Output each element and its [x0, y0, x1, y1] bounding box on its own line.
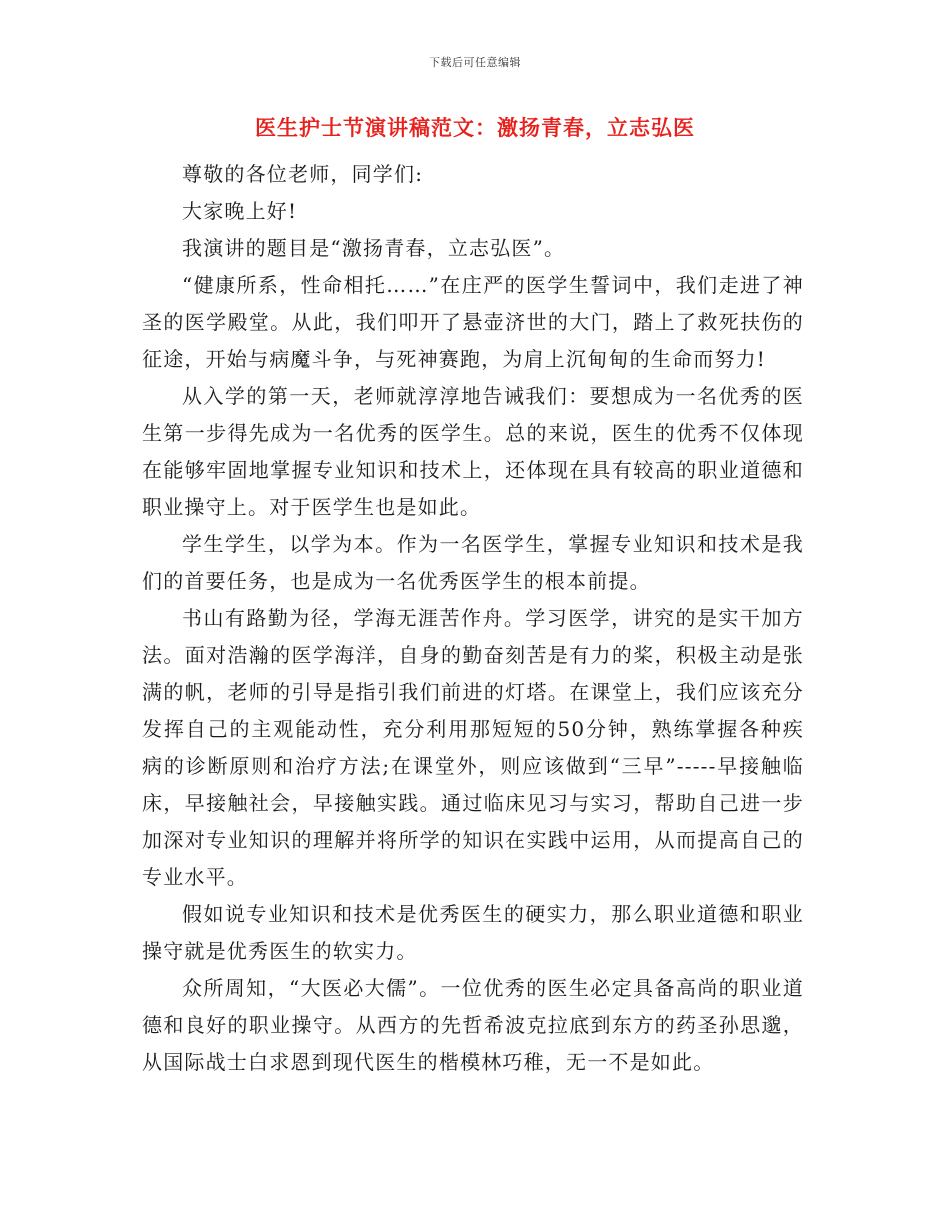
paragraph: 从入学的第一天，老师就淳淳地告诫我们：要想成为一名优秀的医生第一步得先成为一名优秀的医学生。总的来说，医生的优秀不仅体现在能够牢固地掌握专业知识和技术上，还体现在具有较高的职业道德和职业操守上。对于医学生也是如此。 [142, 384, 804, 519]
header-note: 下载后可任意编辑 [429, 56, 521, 69]
paragraph: 众所周知，“大医必大儒”。一位优秀的医生必定具备高尚的职业道德和良好的职业操守。从西方的先哲希波克拉底到东方的药圣孙思邈，从国际战士白求恩到现代医生的楷模林巧稚，无一不是如此。 [142, 976, 804, 1074]
paragraph: 学生学生，以学为本。作为一名医学生，掌握专业知识和技术是我们的首要任务，也是成为一名优秀医学生的根本前提。 [142, 532, 804, 593]
paragraph: 大家晚上好! [182, 199, 298, 223]
document-title: 医生护士节演讲稿范文：激扬青春，立志弘医 [255, 115, 695, 140]
paragraph: 书山有路勤为径，学海无涯苦作舟。学习医学，讲究的是实干加方法。面对浩瀚的医学海洋，自身的勤奋刻苦是有力的桨，积极主动是张满的帆，老师的引导是指引我们前进的灯塔。在课堂上，我们应该充分发挥自己的主观能动性，充分利用那短短的50分钟，熟练掌握各种疾病的诊断原则和治疗方法;在课堂外，则应该做到“三早”-----早接触临床，早接触社会，早接触实践。通过临床见习与实习，帮助自己进一步加深对专业知识的理解并将所学的知识在实践中运用，从而提高自己的专业水平。 [142, 606, 804, 889]
document-body [142, 156, 804, 1081]
paragraph: 我演讲的题目是“激扬青春，立志弘医”。 [182, 236, 566, 260]
paragraph: 尊敬的各位老师，同学们: [182, 162, 424, 186]
paragraph: “健康所系，性命相托……”在庄严的医学生誓词中，我们走进了神圣的医学殿堂。从此，我们叩开了悬壶济世的大门，踏上了救死扶伤的征途，开始与病魔斗争，与死神赛跑，为肩上沉甸甸的生命而努力! [142, 273, 804, 371]
paragraph: 假如说专业知识和技术是优秀医生的硬实力，那么职业道德和职业操守就是优秀医生的软实力。 [142, 902, 804, 963]
